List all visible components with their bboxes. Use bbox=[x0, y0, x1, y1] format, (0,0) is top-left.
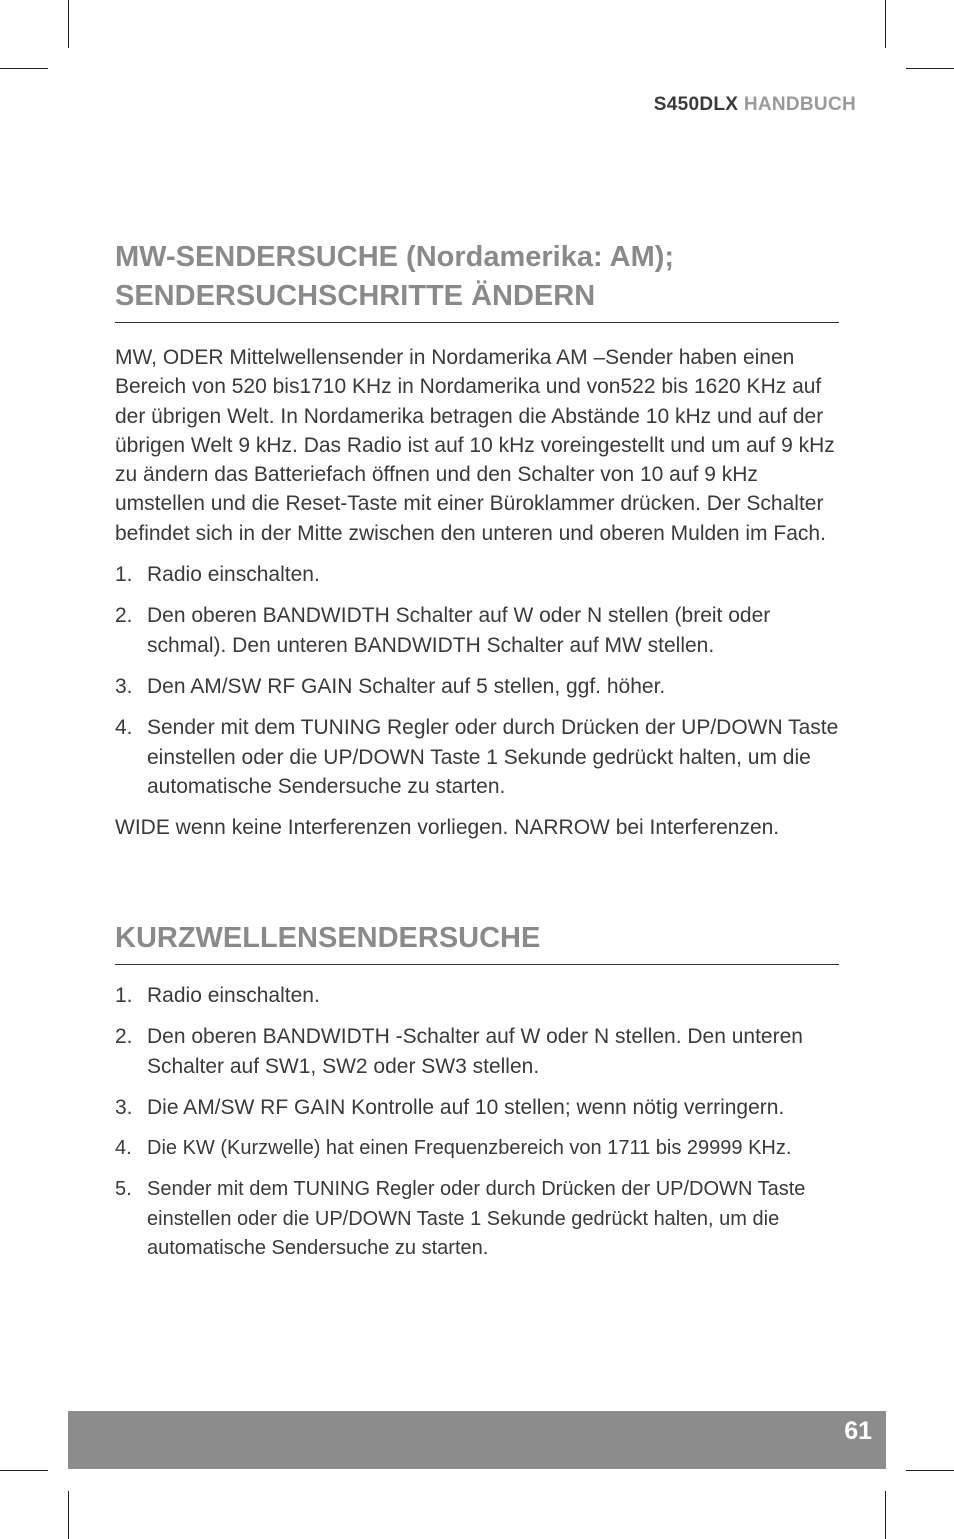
crop-mark bbox=[68, 0, 69, 48]
note-paragraph: WIDE wenn keine Interferenzen vorliegen. NARROW bei Interferenzen. bbox=[115, 816, 780, 840]
steps-list-mw bbox=[115, 560, 839, 801]
step-number: 2. bbox=[115, 1025, 133, 1049]
steps-list-sw bbox=[115, 981, 839, 1263]
crop-mark bbox=[906, 68, 954, 69]
step-text: Den oberen BANDWIDTH -Schalter auf W oder N stellen. Den unteren Schalter auf SW1, SW2 oder SW3 stellen. bbox=[147, 1025, 803, 1078]
step-text: Die AM/SW RF GAIN Kontrolle auf 10 stellen; wenn nötig verringern. bbox=[147, 1095, 785, 1119]
page-header bbox=[654, 94, 856, 116]
list-item bbox=[115, 713, 839, 801]
page-number: 61 bbox=[844, 1417, 872, 1445]
step-number: 3. bbox=[115, 674, 133, 698]
step-number: 1. bbox=[115, 984, 133, 1007]
list-item bbox=[115, 1134, 839, 1163]
step-number: 3. bbox=[115, 1095, 133, 1119]
crop-mark bbox=[0, 1470, 48, 1471]
section-title-sw: KURZWELLENSENDERSUCHE bbox=[115, 919, 839, 965]
title-line-2: SENDERSUCHSCHRITTE ÄNDERN bbox=[115, 280, 596, 312]
step-number: 4. bbox=[115, 716, 133, 740]
crop-mark bbox=[68, 1491, 69, 1539]
crop-mark bbox=[885, 0, 886, 48]
list-item bbox=[115, 1175, 839, 1263]
section-title-mw bbox=[115, 238, 839, 323]
crop-mark bbox=[906, 1470, 954, 1471]
list-item bbox=[115, 1022, 839, 1081]
step-number: 2. bbox=[115, 604, 133, 628]
step-text: Radio einschalten. bbox=[147, 984, 320, 1007]
list-item bbox=[115, 672, 839, 701]
list-item bbox=[115, 1093, 839, 1122]
list-item bbox=[115, 560, 839, 589]
footer-bar bbox=[68, 1411, 886, 1469]
model-name: S450DLX bbox=[653, 94, 739, 115]
step-number: 4. bbox=[115, 1137, 132, 1160]
section-sw bbox=[115, 919, 839, 1263]
step-text: Radio einschalten. bbox=[147, 563, 320, 587]
list-item bbox=[115, 601, 839, 660]
step-text: Den oberen BANDWIDTH Schalter auf W oder N stellen (breit oder schmal). Den unteren BANDWIDTH Schalter auf MW stellen. bbox=[147, 604, 771, 657]
step-text: Sender mit dem TUNING Regler oder durch Drücken der UP/DOWN Taste einstellen oder die UP/DOWN Taste 1 Sekunde gedrückt halten, um die automatische Sendersuche zu starten. bbox=[147, 716, 839, 798]
crop-mark bbox=[0, 68, 48, 69]
step-number: 5. bbox=[115, 1178, 132, 1201]
step-text: Sender mit dem TUNING Regler oder durch Drücken der UP/DOWN Taste einstellen oder die UP/DOWN Taste 1 Sekunde gedrückt halten, um die automatische Sendersuche zu starten. bbox=[147, 1178, 806, 1260]
step-number: 1. bbox=[115, 563, 133, 587]
list-item bbox=[115, 981, 839, 1010]
step-text: Die KW (Kurzwelle) hat einen Frequenzbereich von 1711 bis 29999 KHz. bbox=[147, 1137, 792, 1160]
manual-label: HANDBUCH bbox=[743, 94, 856, 115]
title-line-1: MW-SENDERSUCHE (Nordamerika: AM); bbox=[115, 241, 675, 273]
crop-mark bbox=[885, 1491, 886, 1539]
intro-paragraph: MW, ODER Mittelwellensender in Nordamerika AM –Sender haben einen Bereich von 520 bis1710 KHz in Nordamerika und von522 bis 1620 KHz auf der übrigen Welt. In Nordamerika betragen die Abstände 10 kHz und auf der übrigen Welt 9 kHz. Das Radio ist auf 10 kHz voreingestellt und um auf 9 kHz zu ändern das Batteriefach öffnen und den Schalter von 10 auf 9 kHz umstellen und die Reset-Taste mit einer Büroklammer drücken. Der Schalter befindet sich in der Mitte zwischen den unteren und oberen Mulden im Fach. bbox=[115, 346, 835, 545]
step-text: Den AM/SW RF GAIN Schalter auf 5 stellen, ggf. höher. bbox=[147, 674, 666, 698]
section-mw bbox=[115, 238, 839, 842]
